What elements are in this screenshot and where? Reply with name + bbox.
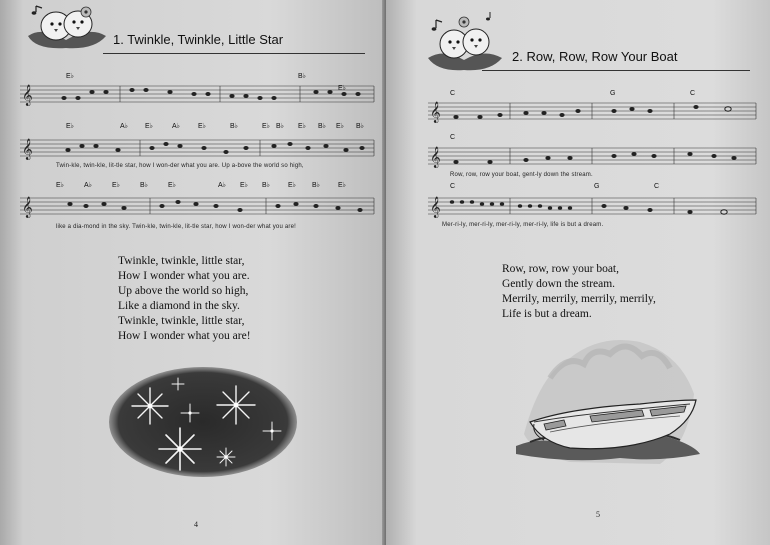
chord-label: A♭ (218, 182, 226, 189)
title-rule (482, 70, 750, 71)
chord-label: B♭ (276, 123, 284, 130)
chord-label: E♭ (338, 85, 346, 92)
right-page (386, 0, 770, 545)
song-verse (502, 262, 656, 322)
chord-label: A♭ (120, 123, 128, 130)
chord-label: C (450, 183, 456, 190)
title-rule (103, 53, 365, 54)
song-verse (118, 254, 251, 344)
chord-label: E♭ (240, 182, 248, 189)
chord-label: B♭ (298, 73, 306, 80)
page-number: 4 (194, 520, 198, 529)
chord-label: C (450, 134, 456, 141)
chord-label: A♭ (172, 123, 180, 130)
chord-label: E♭ (66, 123, 74, 130)
verse-line: Twinkle, twinkle, little star, (118, 255, 245, 267)
chord-label: E♭ (56, 182, 64, 189)
svg-text:𝄞: 𝄞 (430, 102, 441, 123)
chord-label: E♭ (298, 123, 306, 130)
verse-line: How I wonder what you are. (118, 270, 250, 282)
page-number: 5 (596, 510, 600, 519)
verse-line: Merrily, merrily, merrily, merrily, (502, 293, 656, 305)
chord-label: G (594, 183, 600, 190)
chord-label: C (654, 183, 660, 190)
verse-line: How I wonder what you are! (118, 330, 251, 342)
chord-label: C (450, 90, 456, 97)
chord-label: E♭ (112, 182, 120, 189)
verse-line: Like a diamond in the sky. (118, 300, 240, 312)
verse-line: Life is but a dream. (502, 308, 592, 320)
chord-label: E♭ (338, 182, 346, 189)
svg-text:𝄞: 𝄞 (430, 147, 441, 168)
chord-label: E♭ (198, 123, 206, 130)
chord-label: B♭ (356, 123, 364, 130)
sparkle-stars-icon (108, 366, 298, 478)
bird-mascot-icon (22, 4, 110, 50)
chord-label: G (610, 90, 616, 97)
lyric-line: Row, row, row your boat, gent-ly down the stream. (450, 172, 593, 178)
chord-label: B♭ (262, 182, 270, 189)
music-staff-1 (20, 80, 376, 110)
chord-label: B♭ (318, 123, 326, 130)
chord-label: C (690, 90, 696, 97)
chord-label: B♭ (312, 182, 320, 189)
chord-label: E♭ (66, 73, 74, 80)
rowboat-icon (510, 324, 710, 484)
chord-label: E♭ (336, 123, 344, 130)
svg-text:𝄞: 𝄞 (22, 197, 33, 218)
music-staff-2 (20, 136, 376, 166)
lyric-line: Mer-ri-ly, mer-ri-ly, mer-ri-ly, mer-ri-ly, life is but a dream. (442, 222, 604, 228)
svg-text:𝄞: 𝄞 (22, 85, 33, 106)
song-title: 2. Row, Row, Row Your Boat (512, 49, 678, 64)
verse-line: Row, row, row your boat, (502, 263, 620, 275)
chord-label: E♭ (145, 123, 153, 130)
svg-text:𝄞: 𝄞 (22, 139, 33, 160)
lyric-line: Twin-kle, twin-kle, lit-tle star, how I won-der what you are. Up a-bove the world so high, (56, 163, 304, 169)
chord-label: B♭ (140, 182, 148, 189)
chord-label: E♭ (168, 182, 176, 189)
chord-label: B♭ (230, 123, 238, 130)
music-staff-1 (428, 98, 758, 126)
song-title: 1. Twinkle, Twinkle, Little Star (113, 32, 284, 47)
verse-line: Gently down the stream. (502, 278, 616, 290)
verse-line: Up above the world so high, (118, 285, 249, 297)
music-staff-2 (428, 143, 758, 171)
music-staff-3 (428, 193, 758, 221)
verse-line: Twinkle, twinkle, little star, (118, 315, 245, 327)
bird-mascot-icon (424, 12, 506, 72)
chord-label: E♭ (288, 182, 296, 189)
svg-text:𝄞: 𝄞 (430, 197, 441, 218)
lyric-line: like a dia-mond in the sky. Twin-kle, twin-kle, lit-tle star, how I won-der what you are! (56, 224, 297, 230)
music-staff-3 (20, 194, 376, 224)
chord-label: E♭ (262, 123, 270, 130)
chord-label: A♭ (84, 182, 92, 189)
